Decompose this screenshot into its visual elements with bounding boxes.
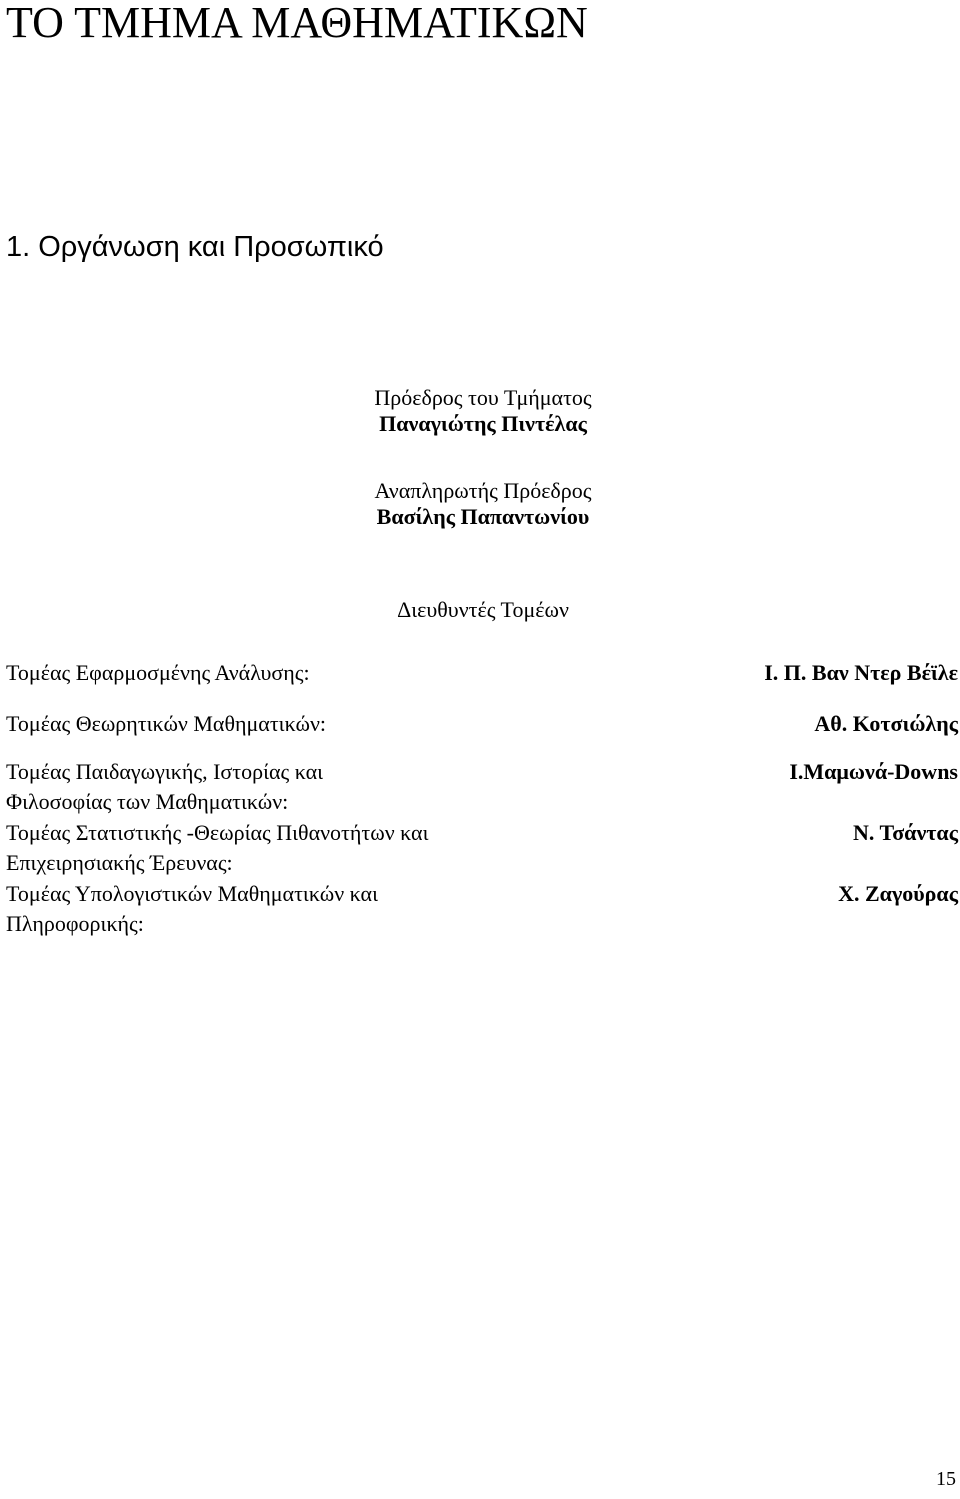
sector-label-computational-line-2: Πληροφορικής: (6, 911, 144, 936)
sector-head-pedagogy: Ι.Μαμωνά-Downs (789, 759, 958, 784)
sector-label-theoretical-mathematics: Τομέας Θεωρητικών Μαθηματικών: (6, 711, 327, 736)
sector-label-pedagogy-line-2: Φιλοσοφίας των Μαθηματικών: (6, 789, 289, 814)
section-heading: 1. Οργάνωση και Προσωπικό (6, 231, 384, 263)
page-title: ΤΟ ΤΜΗΜΑ ΜΑΘΗΜΑΤΙΚΩΝ (6, 0, 588, 47)
sector-label-computational-line-1: Τομέας Υπολογιστικών Μαθηματικών και (6, 881, 378, 906)
vice-chair-block (0, 478, 960, 530)
vice-chair-name: Βασίλης Παπαντωνίου (376, 504, 590, 529)
sector-head-computational: Χ. Ζαγούρας (838, 881, 958, 906)
chair-name: Παναγιώτης Πιντέλας (379, 411, 587, 436)
sector-label-statistics-line-1: Τομέας Στατιστικής -Θεωρίας Πιθανοτήτων και (6, 820, 429, 845)
directors-heading: Διευθυντές Τομέων (397, 597, 569, 622)
sector-head-statistics: Ν. Τσάντας (853, 820, 958, 845)
chair-role: Πρόεδρος του Τμήματος (374, 385, 592, 410)
chair-block (0, 385, 960, 437)
sector-head-theoretical-mathematics: Αθ. Κοτσιώλης (814, 711, 958, 736)
sector-label-pedagogy-line-1: Τομέας Παιδαγωγικής, Ιστορίας και (6, 759, 324, 784)
page-number: 15 (936, 1468, 956, 1490)
sector-head-applied-analysis: Ι. Π. Βαν Ντερ Βέϊλε (764, 660, 958, 685)
sector-label-statistics-line-2: Επιχειρησιακής Έρευνας: (6, 850, 233, 875)
vice-chair-role: Αναπληρωτής Πρόεδρος (374, 478, 592, 503)
sector-label-applied-analysis: Τομέας Εφαρμοσμένης Ανάλυσης: (6, 660, 310, 685)
